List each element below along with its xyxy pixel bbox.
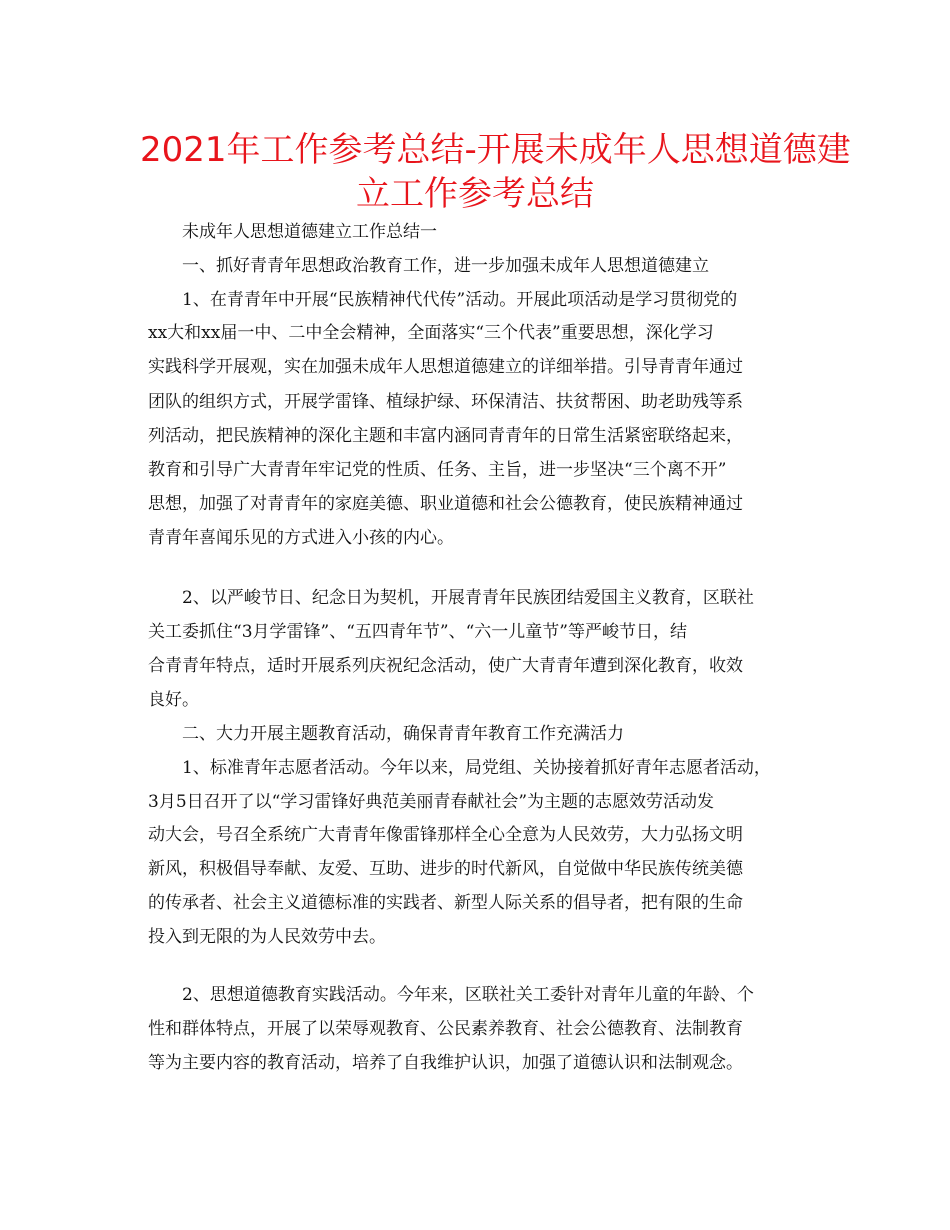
body-line: 列活动，把民族精神的深化主题和丰富内涵同青青年的日常生活紧密联络起来， bbox=[148, 426, 743, 446]
body-line: 1、标准青年志愿者活动。今年以来，局党组、关协接着抓好青年志愿者活动， bbox=[182, 758, 771, 778]
body-line: 实践科学开展观，实在加强未成年人思想道德建立的详细举措。引导青青年通过 bbox=[148, 357, 743, 377]
body-line: 思想，加强了对青青年的家庭美德、职业道德和社会公德教育，使民族精神通过 bbox=[148, 494, 743, 514]
body-line: 合青青年特点，适时开展系列庆祝纪念活动，使广大青青年遭到深化教育，收效 bbox=[148, 656, 743, 676]
body-line: 3月5日召开了以“学习雷锋好典范美丽青春献社会”为主题的志愿效劳活动发 bbox=[148, 792, 715, 812]
body-line: 青青年喜闻乐见的方式进入小孩的内心。 bbox=[148, 528, 454, 548]
body-line: 1、在青青年中开展“民族精神代代传”活动。开展此项活动是学习贯彻党的 bbox=[182, 290, 738, 310]
document-title-line-1: 2021年工作参考总结-开展未成年人思想道德建 bbox=[140, 130, 851, 170]
document-title-line-2: 立工作参考总结 bbox=[356, 174, 594, 214]
body-line: 投入到无限的为人民效劳中去。 bbox=[148, 927, 386, 947]
body-line: 动大会，号召全系统广大青青年像雷锋那样全心全意为人民效劳，大力弘扬文明 bbox=[148, 825, 743, 845]
body-line: 等为主要内容的教育活动，培养了自我维护认识，加强了道德认识和法制观念。 bbox=[148, 1053, 743, 1073]
body-line: 2、思想道德教育实践活动。今年来，区联社关工委针对青年儿童的年龄、个 bbox=[182, 985, 754, 1005]
body-line: 性和群体特点，开展了以荣辱观教育、公民素养教育、社会公德教育、法制教育 bbox=[148, 1019, 743, 1039]
body-line: 团队的组织方式，开展学雷锋、植绿护绿、环保清洁、扶贫帮困、助老助残等系 bbox=[148, 392, 743, 412]
body-line: xx大和xx届一中、二中全会精神，全面落实“三个代表”重要思想，深化学习 bbox=[148, 323, 714, 343]
body-line: 关工委抓住“3月学雷锋”、“五四青年节”、“六一儿童节”等严峻节日，结 bbox=[148, 622, 687, 642]
body-line: 新风，积极倡导奉献、友爱、互助、进步的时代新风，自觉做中华民族传统美德 bbox=[148, 859, 743, 879]
body-line: 良好。 bbox=[148, 690, 199, 710]
body-line: 2、以严峻节日、纪念日为契机，开展青青年民族团结爱国主义教育，区联社 bbox=[182, 588, 754, 608]
body-line: 一、抓好青青年思想政治教育工作，进一步加强未成年人思想道德建立 bbox=[182, 256, 709, 276]
body-line: 未成年人思想道德建立工作总结一 bbox=[182, 222, 437, 242]
body-line: 二、大力开展主题教育活动，确保青青年教育工作充满活力 bbox=[182, 724, 624, 744]
body-line: 的传承者、社会主义道德标准的实践者、新型人际关系的倡导者，把有限的生命 bbox=[148, 893, 743, 913]
body-line: 教育和引导广大青青年牢记党的性质、任务、主旨，进一步坚决“三个离不开” bbox=[148, 460, 727, 480]
